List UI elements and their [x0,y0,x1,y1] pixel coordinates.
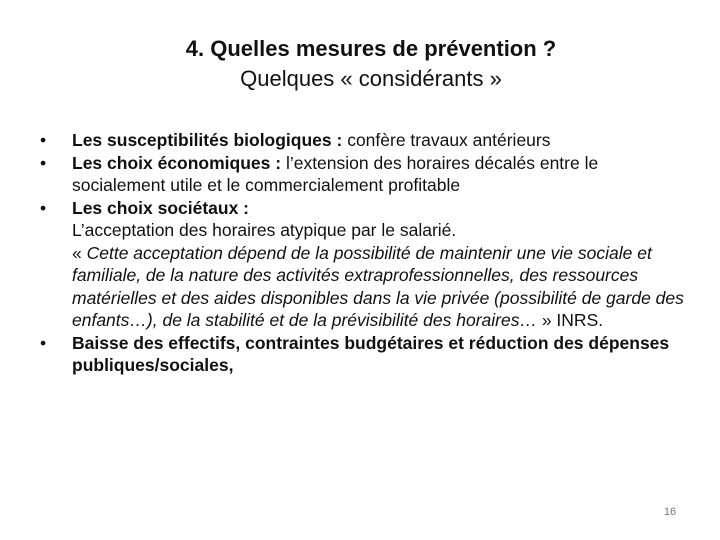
page-number: 16 [663,506,677,518]
title-main: 4. Quelles mesures de prévention ? [185,36,557,61]
bullet-item-economic [40,152,690,197]
quote-block [72,243,684,331]
quote-text: Cette acceptation dépend de la possibilité de maintenir une vie sociale et familiale, de la nature des activités extraprofessionnelles, des ressources matérielles et des aides disponibles dans la vie privée (possibilité de garde des enfants…), de la stabilité et de la prévisibilité des horaires… [72,242,684,330]
bullet-heading: Les choix sociétaux : [72,197,250,218]
bullet-item-societal [40,197,690,332]
bullet-text: l’extension des horaires décalés entre le socialement utile et le commercialement profitable [72,152,599,195]
bullet-item-budget [40,332,690,377]
quote-close: » INRS. [536,310,604,330]
title-subtitle: Quelques « considérants » [240,66,502,91]
bullet-heading: Baisse des effectifs, contraintes budgétaires et réduction des dépenses publiques/sociales, [72,332,670,375]
bullet-item-biological [40,129,690,152]
quote-open: « [72,242,87,263]
bullet-text: confère travaux antérieurs [342,130,551,150]
bullet-dot-icon: • [40,332,47,353]
bullet-heading: Les susceptibilités biologiques : [72,130,343,150]
bullet-heading: Les choix économiques : [72,152,282,173]
bullet-subline: L’acceptation des horaires atypique par le salarié. [72,220,457,240]
bullet-dot-icon: • [40,152,47,173]
slide-title [0,34,720,94]
bullet-dot-icon: • [40,130,47,150]
bullet-list [40,129,690,377]
bullet-dot-icon: • [40,197,47,218]
